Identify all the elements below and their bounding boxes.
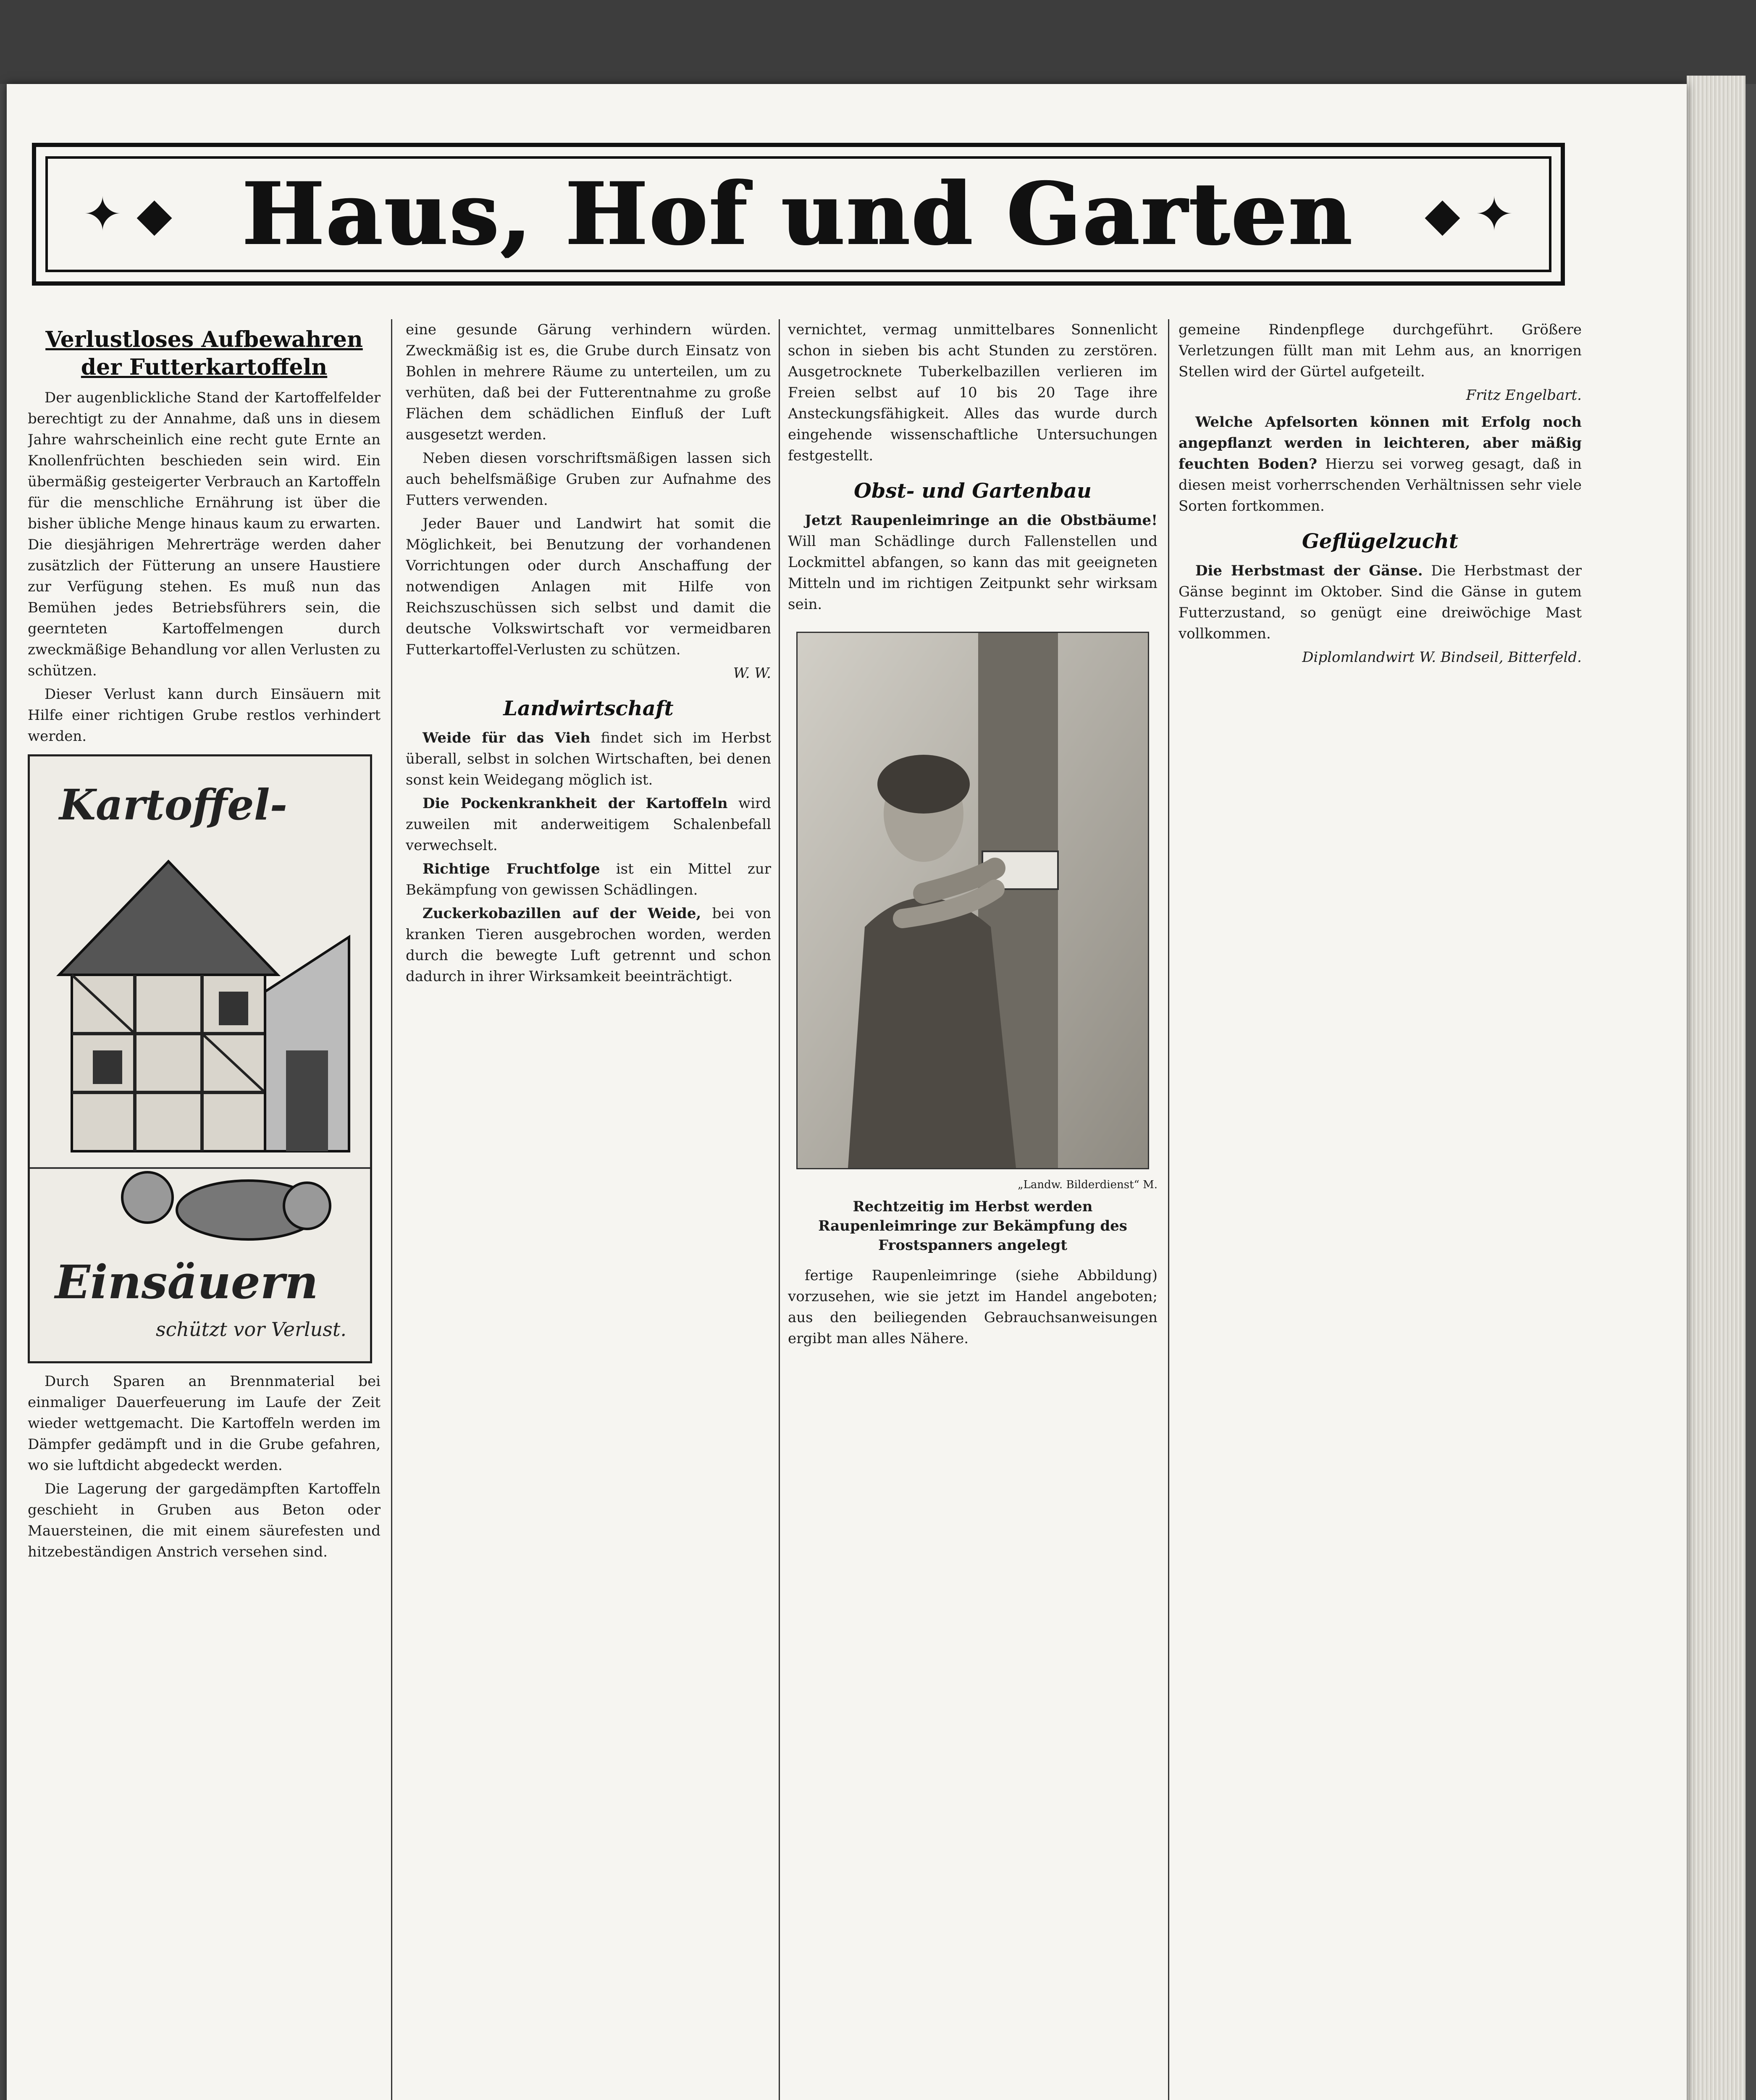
article-text: Hierzu sei vorweg gesagt, daß in diesen meist vorherrschenden Verhältnissen sehr viele Sorten fortkommen. bbox=[1179, 456, 1582, 514]
photo-raupenleimring bbox=[796, 632, 1149, 1169]
section-subheadline: Obst- und Gartenbau bbox=[854, 479, 1092, 503]
column-3 bbox=[788, 319, 1158, 2100]
article-signature: Fritz Engelbart. bbox=[1466, 387, 1582, 404]
article-signature: Diplomlandwirt W. Bindseil, Bitterfeld. bbox=[1302, 649, 1582, 666]
section-title: Haus, Hof und Garten bbox=[242, 164, 1354, 265]
section-subheadline: Geflügelzucht bbox=[1302, 530, 1459, 553]
ad-bottom-subtext: schützt vor Verlust. bbox=[156, 1318, 347, 1341]
ad-top-text: Kartoffel- bbox=[59, 780, 288, 830]
column-4 bbox=[1179, 319, 1582, 2100]
article-headline: Verlustloses Aufbewahren der Futterkartoffeln bbox=[45, 327, 363, 380]
paragraph-lead: Die Herbstmast der Gänse. bbox=[1195, 562, 1423, 579]
article-text: ist ein Mittel zur Bekämpfung von gewissen Schädlingen. bbox=[406, 861, 771, 898]
photo-credit: „Landw. Bilderdienst“ M. bbox=[1018, 1179, 1158, 1191]
article-paragraph: vernichtet, vermag unmittelbares Sonnenlicht schon in sieben bis acht Stunden zu zerstören. Ausgetrocknete Tuberkelbazillen verlieren im Freien selbst auf 10 bis 20 Tage ihre Ansteckungsfähigkeit. Alles das wurde durch eingehende wissenschaftliche Untersuchungen festgestellt. bbox=[788, 321, 1158, 464]
kartoffel-illustration bbox=[28, 754, 372, 1363]
paragraph-lead: Die Pockenkrankheit der Kartoffeln bbox=[423, 795, 728, 812]
article-paragraph: Durch Sparen an Brennmaterial bei einmaliger Dauerfeuerung im Laufe der Zeit wieder wettgemacht. Die Kartoffeln werden im Dämpfer gedämpft und in die Grube gefahren, wo sie luftdicht abgedeckt werden. bbox=[28, 1373, 381, 1474]
column-2 bbox=[406, 319, 771, 2100]
article-paragraph: fertige Raupenleimringe (siehe Abbildung) vorzusehen, wie sie jetzt im Handel angeboten; aus den beiliegenden Gebrauchsanweisungen ergibt man alles Nähere. bbox=[788, 1267, 1158, 1347]
section-masthead bbox=[32, 143, 1565, 286]
farmhouse-illustration-icon bbox=[30, 756, 370, 1361]
article-paragraph: Jeder Bauer und Landwirt hat somit die Möglichkeit, bei Benutzung der vorhandenen Vorrichtungen oder durch Anschaffung der notwendigen Anlagen mit Hilfe von Reichszuschüssen sich selbst und damit die deutsche Volkswirtschaft vor vermeidbaren Futterkartoffel-Verlusten zu schützen. bbox=[406, 515, 771, 658]
article-text: wird zuweilen mit anderweitigem Schalenbefall verwechselt. bbox=[406, 795, 771, 854]
article-text: Die Herbstmast der Gänse beginnt im Oktober. Sind die Gänse in gutem Futterzustand, so genügt eine dreiwöchige Mast vollkommen. bbox=[1179, 562, 1582, 642]
paragraph-lead: Weide für das Vieh bbox=[423, 730, 591, 746]
article-paragraph: gemeine Rindenpflege durchgeführt. Größere Verletzungen füllt man mit Lehm aus, an knorrigen Stellen wird der Gürtel aufgeteilt. bbox=[1179, 321, 1582, 380]
woman-tree-photo-icon bbox=[798, 633, 1148, 1168]
column-rule bbox=[779, 319, 780, 2100]
column-1 bbox=[28, 319, 381, 2100]
paragraph-lead: Richtige Fruchtfolge bbox=[423, 861, 600, 877]
article-text: Will man Schädlinge durch Fallenstellen und Lockmittel abfangen, so kann das mit geeigneten Mitteln und im richtigen Zeitpunkt sehr wirksam sein. bbox=[788, 533, 1158, 613]
article-signature: W. W. bbox=[733, 665, 771, 682]
page-stack-edge bbox=[1687, 76, 1746, 2100]
newspaper-page bbox=[7, 84, 1687, 2100]
article-paragraph: Der augenblickliche Stand der Kartoffelfelder berechtigt zu der Annahme, daß uns in diesem Jahre wahrscheinlich eine recht gute Ernte an Knollenfrüchten beschieden sein wird. Ein übermäßig gesteigerter Verbrauch an Kartoffeln für die menschliche Ernährung ist über die bisher übliche Menge hinaus kaum zu erwarten. Die diesjährigen Mehrerträge werden daher zusätzlich der Fütterung an unsere Haustiere zur Verfügung stehen. Es muß nun das Bemühen jedes Betriebsführers sein, die geernteten Kartoffelmengen durch zweckmäßige Behandlung vor allen Verlusten zu schützen. bbox=[28, 389, 381, 679]
article-text: findet sich im Herbst überall, selbst in solchen Wirtschaften, bei denen sonst kein Weidegang möglich ist. bbox=[406, 730, 771, 788]
paragraph-lead: Zuckerkobazillen auf der Weide, bbox=[423, 905, 701, 922]
article-text: bei von kranken Tieren ausgebrochen worden, werden durch die bewegte Luft getrennt und schon dadurch in ihrer Wirksamkeit beeinträchtigt. bbox=[406, 905, 771, 985]
ad-bottom-text: Einsäuern bbox=[55, 1255, 318, 1309]
paragraph-lead: Welche Apfelsorten können mit Erfolg noch angepflanzt werden in leichteren, aber mäßig feuchten Boden? bbox=[1179, 414, 1582, 472]
ornament-left-icon: ✦ ◆ bbox=[83, 187, 172, 241]
photo-caption: Rechtzeitig im Herbst werden Raupenleimringe zur Bekämpfung des Frostspanners angelegt bbox=[818, 1198, 1127, 1254]
column-rule bbox=[1168, 319, 1169, 2100]
ornament-right-icon: ◆ ✦ bbox=[1425, 187, 1514, 241]
article-paragraph: Dieser Verlust kann durch Einsäuern mit Hilfe einer richtigen Grube restlos verhindert werden. bbox=[28, 686, 381, 745]
column-rule bbox=[391, 319, 392, 2100]
scan-background-top bbox=[0, 0, 1756, 84]
article-paragraph: Die Lagerung der gargedämpften Kartoffeln geschieht in Gruben aus Beton oder Mauersteinen, die mit einem säurefesten und hitzebeständigen Anstrich versehen sind. bbox=[28, 1480, 381, 1560]
section-subheadline: Landwirtschaft bbox=[503, 697, 674, 720]
paragraph-lead: Jetzt Raupenleimringe an die Obstbäume! bbox=[805, 512, 1158, 529]
article-paragraph: Neben diesen vorschriftsmäßigen lassen sich auch behelfsmäßige Gruben zur Aufnahme des Futters verwenden. bbox=[406, 450, 771, 509]
article-paragraph: eine gesunde Gärung verhindern würden. Zweckmäßig ist es, die Grube durch Einsatz von Bohlen in mehrere Räume zu unterteilen, um zu verhüten, daß bei der Futterentnahme zu große Flächen dem schädlichen Einfluß der Luft ausgesetzt werden. bbox=[406, 321, 771, 443]
